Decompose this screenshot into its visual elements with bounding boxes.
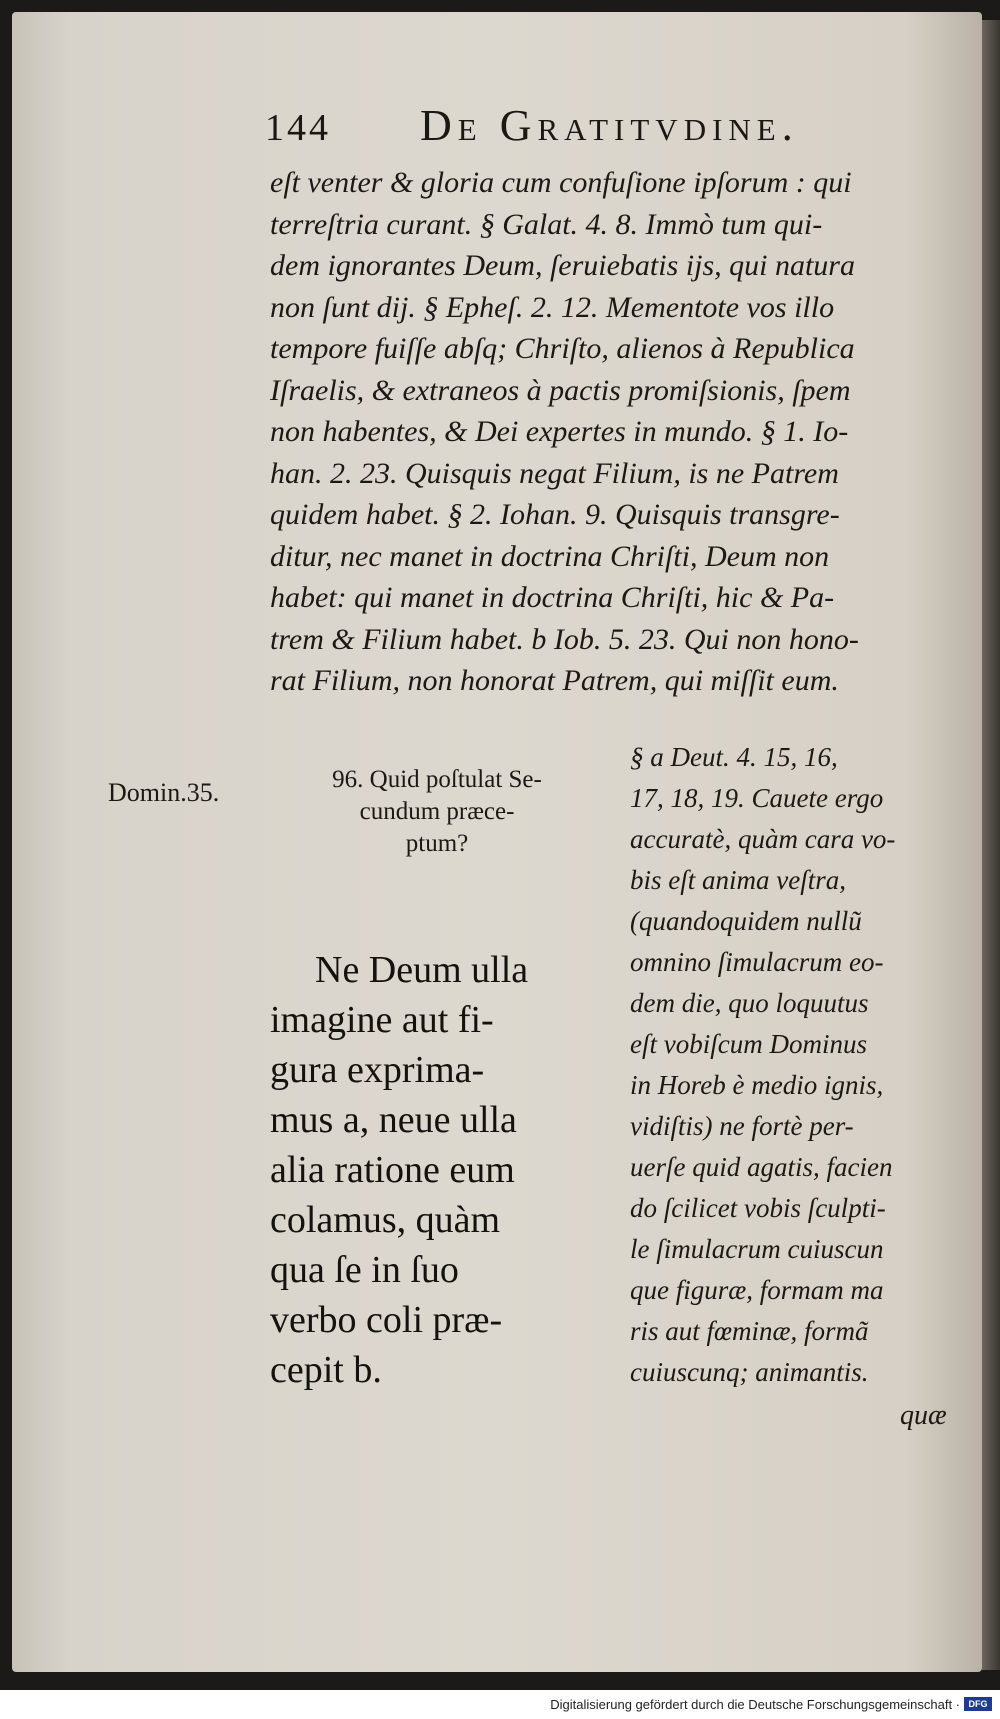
answer-line: verbo coli præ- [270,1299,503,1341]
text-line: habet: qui manet in doctrina Chriſti, hic & Pa- [270,581,835,614]
text-line: han. 2. 23. Quisquis negat Filium, is ne Patrem [270,456,839,490]
text-line: non habentes, & Dei expertes in mundo. § 1. Io- [270,415,849,448]
answer-line: qua ſe in ſuo [270,1249,459,1291]
reference-line: 17, 18, 19. Cauete ergo [630,783,884,813]
reference-column [630,737,960,1393]
question-line: 96. Quid poſtulat Se- [332,766,542,793]
text-line: eſt venter & gloria cum confuſione ipſorum : qui [270,166,852,199]
question-line: ptum? [405,830,469,857]
question-line: cundum præce- [359,798,515,825]
reference-line: do ſcilicet vobis ſculpti- [630,1193,886,1223]
reference-line: cuiuscunq; animantis. [630,1357,869,1387]
reference-line: in Horeb è medio ignis, [630,1070,884,1100]
reference-line: eſt vobiſcum Dominus [630,1029,867,1059]
footer-credit: Digitalisierung gefördert durch die Deutsche Forschungsgemeinschaft · [550,1697,960,1712]
reference-line: le ſimulacrum cuiuscun [630,1234,884,1264]
answer-line: gura exprima- [270,1049,485,1091]
answer-block [270,945,600,1395]
text-line: rat Filium, non honorat Patrem, qui miſſit eum. [270,664,839,697]
running-title: De Gratitvdine. [420,101,799,150]
reference-line: ris aut fœminæ, formã [630,1316,869,1346]
text-line: trem & Filium habet. b Iob. 5. 23. Qui non hono- [270,622,859,656]
reference-line: que figuræ, formam ma [630,1275,884,1305]
reference-line: § a Deut. 4. 15, 16, [630,742,838,772]
text-line: quidem habet. § 2. Iohan. 9. Quisquis transgre- [270,498,840,531]
reference-line: bis eſt anima veſtra, [630,865,846,895]
margin-note: Domin.35. [108,778,220,807]
dfg-logo[interactable]: DFG [964,1697,992,1711]
text-line: tempore fuiſſe abſq; Chriſto, alienos à Republica [270,332,855,365]
text-line: Iſraelis, & extraneos à pactis promiſsionis, ſpem [270,373,851,407]
digitization-footer [0,1690,1000,1719]
text-line: ditur, nec manet in doctrina Chriſti, Deum non [270,539,830,573]
answer-line: mus a, neue ulla [270,1099,517,1141]
answer-line: imagine aut fi- [270,999,494,1041]
text-line: non ſunt dij. § Epheſ. 2. 12. Mementote vos illo [270,290,835,324]
reference-line: accuratè, quàm cara vo- [630,824,896,854]
answer-line: cepit b. [270,1349,382,1391]
answer-line: Ne Deum ulla [315,949,529,991]
book-edge [982,20,1000,1670]
catchword: quæ [900,1400,947,1431]
reference-line: dem die, quo loquutus [630,988,869,1018]
page-number: 144 [265,107,331,149]
reference-line: omnino ſimulacrum eo- [630,947,884,977]
text-line: dem ignorantes Deum, ſeruiebatis ijs, qui natura [270,249,855,282]
reference-line: (quandoquidem nullũ [630,906,862,936]
answer-line: alia ratione eum [270,1149,515,1191]
reference-line: uerſe quid agatis, facien [630,1152,893,1182]
answer-line: colamus, quàm [270,1199,501,1241]
running-header [265,100,865,160]
question-block [282,764,592,860]
main-text-block [270,162,960,702]
text-line: terreſtria curant. § Galat. 4. 8. Immò tum qui- [270,207,823,241]
reference-line: vidiſtis) ne fortè per- [630,1111,854,1141]
